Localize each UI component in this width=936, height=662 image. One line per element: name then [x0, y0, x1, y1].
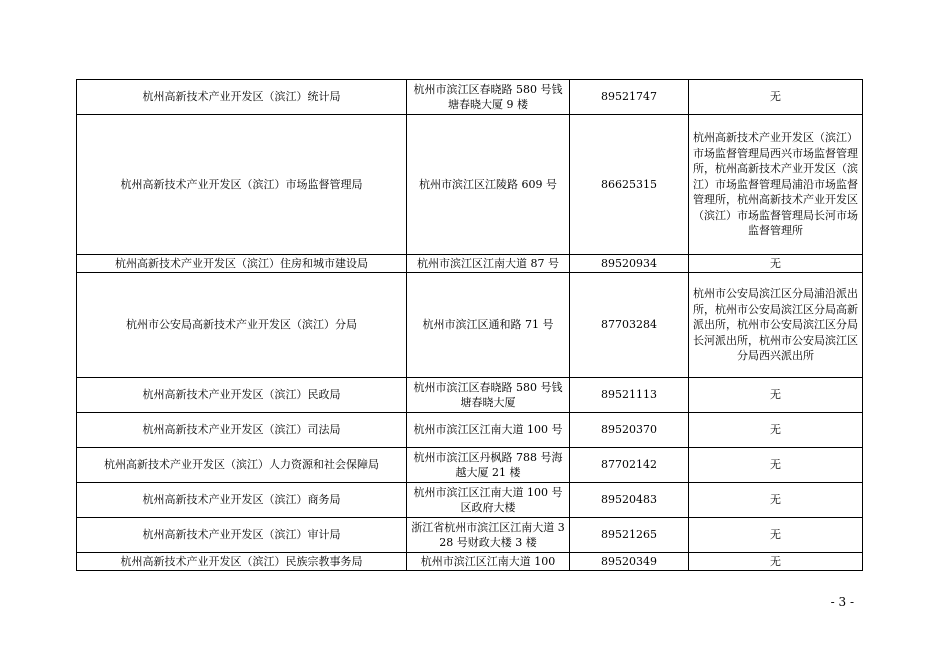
table-row: [77, 255, 863, 273]
agency-branches-cell: 无: [689, 553, 863, 571]
agency-branches-cell: 无: [689, 80, 863, 115]
agency-address-cell: 杭州市滨江区江陵路 609 号: [407, 115, 570, 255]
agency-branches-cell: 无: [689, 518, 863, 553]
page-number: - 3 -: [830, 595, 854, 609]
table-row: [77, 518, 863, 553]
agency-branches-cell: 无: [689, 413, 863, 448]
agency-address-cell: 杭州市滨江区江南大道 100 号: [407, 413, 570, 448]
table-row: [77, 413, 863, 448]
agency-branches-cell: 无: [689, 448, 863, 483]
table-row: [77, 553, 863, 571]
agency-branches-cell: 杭州高新技术产业开发区（滨江）市场监督管理局西兴市场监督管理所，杭州高新技术产业开发区（滨江）市场监督管理局浦沿市场监督管理所，杭州高新技术产业开发区（滨江）市场监督管理局长河市场监督管理所: [689, 115, 863, 255]
agency-phone-cell: 89521747: [570, 80, 689, 115]
agency-phone-cell: 87703284: [570, 273, 689, 378]
agency-address-cell: 杭州市滨江区通和路 71 号: [407, 273, 570, 378]
table-row: [77, 115, 863, 255]
agency-address-cell: 杭州市滨江区丹枫路 788 号海越大厦 21 楼: [407, 448, 570, 483]
agency-table: [76, 79, 863, 571]
agency-name-cell: 杭州高新技术产业开发区（滨江）商务局: [77, 483, 407, 518]
table-row: [77, 483, 863, 518]
agency-phone-cell: 89520349: [570, 553, 689, 571]
table-row: [77, 273, 863, 378]
table-row: [77, 378, 863, 413]
table-row: [77, 448, 863, 483]
agency-name-cell: 杭州高新技术产业开发区（滨江）民政局: [77, 378, 407, 413]
agency-name-cell: 杭州高新技术产业开发区（滨江）司法局: [77, 413, 407, 448]
agency-address-cell: 杭州市滨江区江南大道 100: [407, 553, 570, 571]
agency-branches-cell: 无: [689, 255, 863, 273]
agency-name-cell: 杭州市公安局高新技术产业开发区（滨江）分局: [77, 273, 407, 378]
agency-branches-cell: 杭州市公安局滨江区分局浦沿派出所，杭州市公安局滨江区分局高新派出所，杭州市公安局滨江区分局长河派出所，杭州市公安局滨江区分局西兴派出所: [689, 273, 863, 378]
agency-phone-cell: 89521265: [570, 518, 689, 553]
agency-address-cell: 杭州市滨江区春晓路 580 号钱塘春晓大厦: [407, 378, 570, 413]
agency-branches-cell: 无: [689, 483, 863, 518]
agency-phone-cell: 86625315: [570, 115, 689, 255]
agency-address-cell: 浙江省杭州市滨江区江南大道 328 号财政大楼 3 楼: [407, 518, 570, 553]
agency-phone-cell: 89521113: [570, 378, 689, 413]
agency-name-cell: 杭州高新技术产业开发区（滨江）统计局: [77, 80, 407, 115]
agency-name-cell: 杭州高新技术产业开发区（滨江）民族宗教事务局: [77, 553, 407, 571]
agency-phone-cell: 89520370: [570, 413, 689, 448]
agency-phone-cell: 87702142: [570, 448, 689, 483]
agency-name-cell: 杭州高新技术产业开发区（滨江）人力资源和社会保障局: [77, 448, 407, 483]
agency-name-cell: 杭州高新技术产业开发区（滨江）市场监督管理局: [77, 115, 407, 255]
agency-name-cell: 杭州高新技术产业开发区（滨江）住房和城市建设局: [77, 255, 407, 273]
agency-address-cell: 杭州市滨江区江南大道 100 号区政府大楼: [407, 483, 570, 518]
agency-phone-cell: 89520934: [570, 255, 689, 273]
agency-address-cell: 杭州市滨江区春晓路 580 号钱塘春晓大厦 9 楼: [407, 80, 570, 115]
table-row: [77, 80, 863, 115]
agency-name-cell: 杭州高新技术产业开发区（滨江）审计局: [77, 518, 407, 553]
agency-branches-cell: 无: [689, 378, 863, 413]
agency-phone-cell: 89520483: [570, 483, 689, 518]
agency-address-cell: 杭州市滨江区江南大道 87 号: [407, 255, 570, 273]
